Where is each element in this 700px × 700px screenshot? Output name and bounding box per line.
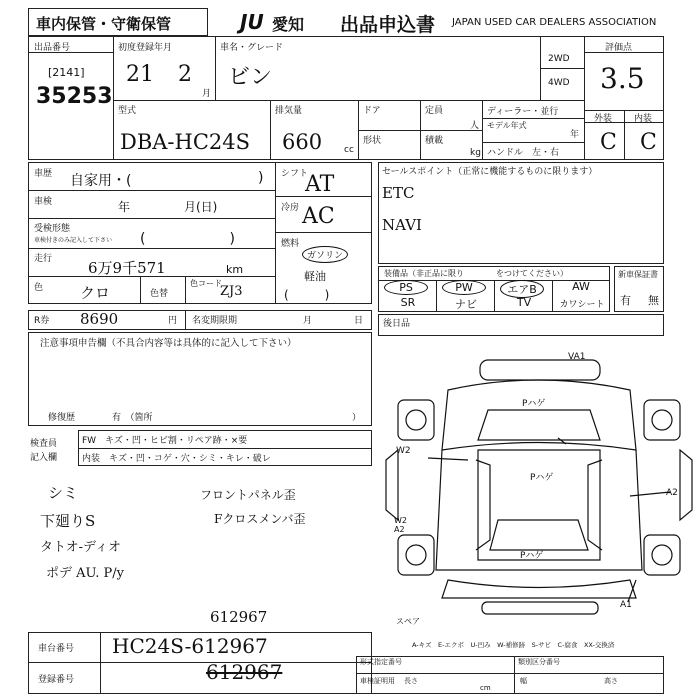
person-unit: 人: [470, 121, 480, 131]
history-close: ): [258, 170, 264, 186]
drive-2wd: 2WD: [548, 54, 570, 64]
inspector-note-right-1: フロントパネル歪: [200, 488, 296, 502]
lot-number: 35253: [36, 84, 113, 109]
mark-p-hage-1: Pハゲ: [522, 399, 546, 409]
first-reg-label: 初度登録年月: [118, 43, 173, 53]
name-value: ビン: [228, 65, 273, 90]
score-label: 評価点: [605, 43, 633, 53]
chassis-number-written: 612967: [210, 608, 268, 626]
repair-value: 有 （箇所: [112, 413, 153, 423]
color-code-value: ZJ3: [220, 284, 243, 299]
spare-label: スペア: [396, 617, 420, 626]
equip-tv: TV: [516, 296, 532, 309]
equip-navi: ナビ: [455, 298, 477, 311]
mark-p-hage-2: Pハゲ: [530, 473, 554, 483]
title-left: 車内保管・守衛保管: [36, 15, 172, 33]
rear-items-box: [378, 314, 664, 336]
color-code-label: 色コード: [190, 279, 222, 288]
model-label: 型式: [118, 106, 137, 116]
kg-unit: kg: [470, 148, 481, 158]
model-value: DBA-HC24S: [120, 130, 251, 154]
color-change-label: 色替: [150, 289, 169, 299]
sales-item-navi: NAVI: [382, 216, 422, 234]
model-no-label: 形式指定番号: [360, 658, 402, 666]
mark-w2: W2: [396, 446, 411, 456]
capacity-label: 定員: [425, 106, 444, 116]
inspector-note-right-2: Fクロスメンバ歪: [214, 512, 306, 526]
sales-item-etc: ETC: [382, 184, 415, 202]
sales-point-label: セールスポイント（正常に機能するものに限ります）: [382, 167, 598, 177]
equip-ps: PS: [384, 280, 428, 295]
equip-airbag: エアB: [500, 280, 544, 298]
dealer-label: ディーラー・並行: [487, 107, 559, 117]
equip-aw: AW: [572, 280, 590, 293]
color-label: 色: [34, 283, 44, 293]
receive-label: 受検形態: [34, 224, 71, 234]
interior-label: 内装: [634, 114, 653, 124]
inspector-label-1: 検査員: [30, 439, 58, 449]
lot-label: 出品番号: [34, 43, 71, 53]
fuel-paren: ( ): [284, 288, 330, 302]
cooler-label: 冷房: [281, 203, 300, 213]
mark-a1: A1: [620, 600, 632, 610]
equip-sr: SR: [400, 296, 416, 309]
caution-label: 注意事項申告欄（不具合内容等は具体的に記入して下さい）: [40, 338, 297, 349]
form-title: 出品申込書: [340, 14, 436, 36]
warranty-no: 無: [648, 294, 659, 307]
inspector-line-2: 下廻りS: [40, 512, 96, 530]
mark-w2-a2: W2 A2: [394, 516, 407, 534]
mileage-value: 6万9千571: [88, 259, 166, 277]
displacement-label: 排気量: [275, 106, 303, 116]
equip-leather-seat: カワシート: [559, 300, 605, 310]
model-year-label: モデル年式: [487, 121, 527, 130]
mark-va1: VA1: [568, 352, 586, 362]
first-reg-month: 2: [178, 62, 192, 87]
inspection-label: 車検: [34, 197, 53, 207]
height-label: 高さ: [604, 677, 618, 685]
inspector-line-1: シミ: [48, 484, 79, 502]
shift-label: シフト: [281, 169, 309, 179]
mileage-label: 走行: [34, 254, 53, 264]
year-unit: 年: [570, 130, 580, 140]
ju-logo: JU: [240, 10, 264, 34]
inspector-interior-row: 内装 キズ・凹・コゲ・穴・シミ・キレ・破レ: [82, 454, 271, 464]
drive-4wd: 4WD: [548, 78, 570, 88]
exterior-label: 外装: [594, 114, 613, 124]
inspector-fw-row: FW キズ・凹・ヒビ割・リペア跡・×要: [82, 436, 248, 446]
mark-a2: A2: [666, 488, 678, 498]
notice-label: 名変期限期: [192, 316, 238, 326]
equipment-label: 装備品（非正品に限り をつけてください）: [384, 269, 568, 278]
history-value: 自家用・(: [70, 173, 132, 189]
lot-sub: [2141]: [48, 66, 85, 79]
door-label: ドア: [363, 106, 381, 116]
inspector-line-3: タトオ-ディオ: [40, 540, 121, 555]
shift-value: AT: [305, 172, 335, 197]
recycle-value: 8690: [80, 310, 119, 328]
name-label: 車名・グレード: [220, 43, 284, 53]
fuel-diesel: 軽油: [304, 270, 326, 283]
recycle-label: R券: [34, 316, 50, 326]
repair-label: 修復歴: [48, 413, 76, 423]
reg-label: 登録番号: [38, 675, 75, 685]
inspection-month: 月(日): [184, 200, 218, 214]
frame-label: 車台番号: [38, 644, 75, 654]
rear-label: 後日品: [383, 319, 411, 329]
inspector-line-4: ポデ AU. P/y: [46, 566, 125, 581]
inspection-year: 年: [118, 200, 131, 214]
load-label: 積載: [425, 136, 444, 146]
fuel-gas-circled: ガソリン: [302, 246, 348, 263]
first-reg-year: 21: [126, 62, 154, 87]
cc-unit: cc: [344, 145, 354, 155]
shape-label: 形状: [363, 136, 382, 146]
width-label: 幅: [520, 677, 527, 685]
yen-unit: 円: [168, 316, 178, 326]
car-damage-diagram: [378, 340, 700, 630]
mark-p-hage-3: Pハゲ: [520, 551, 544, 561]
equip-pw: PW: [442, 280, 486, 295]
cm-unit: cm: [480, 684, 491, 692]
notice-month: 月: [303, 316, 313, 326]
month-unit: 月: [202, 89, 212, 99]
warranty-yes: 有: [620, 294, 631, 307]
warranty-label: 新車保証書: [618, 270, 658, 279]
color-value: クロ: [80, 284, 111, 302]
frame-value: HC24S-612967: [112, 634, 268, 658]
cert-box: [356, 656, 664, 694]
dims-label: 車検証明用: [360, 677, 395, 685]
receive-sub: 車検付きのみ記入して下さい: [34, 237, 113, 244]
repair-close: ）: [352, 413, 362, 423]
category-label: 類別区分番号: [518, 658, 560, 666]
sales-point-box: [378, 162, 664, 264]
displacement-value: 660: [282, 130, 323, 154]
inspector-label-2: 記入欄: [30, 453, 58, 463]
score-value: 3.5: [600, 62, 645, 95]
history-label: 車歴: [34, 169, 53, 179]
handle-label: ハンドル 左・右: [487, 148, 560, 158]
exterior-grade: C: [600, 130, 617, 155]
fuel-label: 燃料: [281, 239, 300, 249]
org-name: 愛知: [272, 15, 305, 34]
km-unit: km: [226, 263, 244, 276]
cooler-value: AC: [302, 204, 335, 229]
title-english: JAPAN USED CAR DEALERS ASSOCIATION: [452, 17, 657, 28]
diagram-legend: A-キズ E-エクボ U-凹み W-補修跡 S-サビ C-腐食 XX-交換済: [412, 641, 615, 649]
interior-grade: C: [640, 130, 657, 155]
reg-value: 612967: [206, 660, 283, 684]
receive-paren: ( ): [140, 231, 235, 247]
notice-day: 日: [354, 316, 364, 326]
length-label: 長さ: [404, 677, 418, 685]
